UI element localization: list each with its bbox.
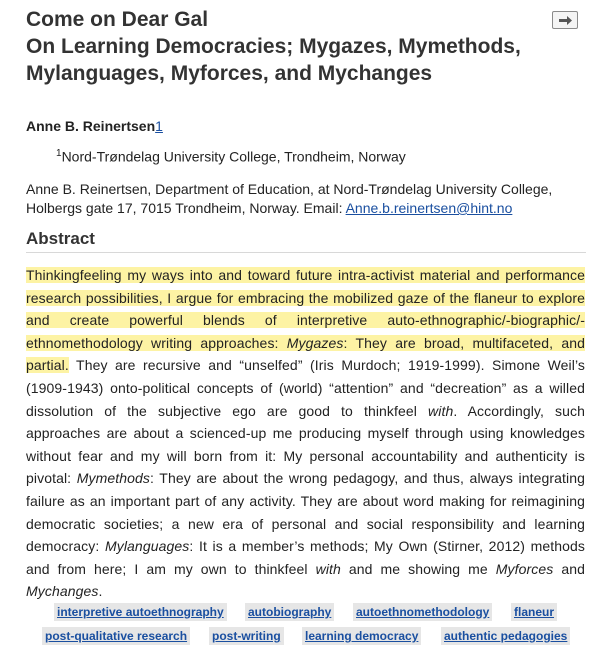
highlight-tail: : They are broad, multifaceted, and partial. — [26, 334, 585, 374]
affiliation-text: Nord-Trøndelag University College, Trondheim, Norway — [61, 148, 406, 165]
term-mygazes: Mygazes — [286, 334, 344, 351]
correspondence-address — [26, 180, 581, 218]
abstract-part: . — [98, 583, 103, 600]
export-button[interactable] — [552, 11, 578, 29]
term-mychanges: Mychanges — [26, 583, 99, 600]
abstract-part: . Accordingly, such approaches are about a scienced-up me producing myself through using knowledges without fear and my will born from it: My personal accountability and authenticity is pivotal: — [26, 402, 585, 487]
abstract-part: and me showing me — [340, 560, 496, 577]
affiliation-mark: 1 — [56, 148, 62, 159]
keyword-tag[interactable]: learning democracy — [302, 627, 421, 645]
title-subtitle: On Learning Democracies; Mygazes, Mymethods, Mylanguages, Myforces, and Mychanges — [26, 35, 521, 85]
keyword-tag[interactable]: authentic pedagogies — [441, 627, 570, 645]
keyword-tag[interactable]: autobiography — [245, 603, 334, 621]
keyword-tag[interactable]: flaneur — [511, 603, 557, 621]
affiliation — [56, 148, 406, 165]
email-link[interactable]: Anne.b.reinertsen@hint.no — [345, 200, 513, 216]
article-title — [26, 6, 546, 87]
highlight-text: Thinkingfeeling my ways into and toward future intra-activist material and performance research possibilities, I argue for embracing the mobilized gaze of the flaneur to explore and create powerful blends of interpretive auto-ethnographic/-biographic/-ethnomethodology writing approaches: — [26, 267, 585, 351]
keyword-tag[interactable]: post-qualitative research — [42, 627, 190, 645]
arrow-export-icon — [559, 16, 573, 25]
author-name: Anne B. Reinertsen — [26, 118, 156, 134]
title-main: Come on Dear Gal — [26, 8, 209, 31]
abstract-part: They are recursive and “unselfed” (Iris Murdoch; 1919-1999). Simone Weil’s (1909-1943) onto-political concepts of (world) “attention” and “decreation” as a willed dissolution of the subjective ego are good to thinkfeel — [26, 357, 585, 419]
abstract-heading: Abstract — [26, 229, 586, 253]
keyword-tag[interactable]: interpretive autoethnography — [54, 603, 227, 621]
author-affiliation-link[interactable]: 1 — [155, 118, 163, 134]
keyword-tag[interactable]: post-writing — [209, 627, 284, 645]
abstract-part: : It is a member’s methods; My Own (Stirner, 2012) methods and from here; I am my own to thinkfeel — [26, 538, 585, 577]
term-myforces: Myforces — [495, 560, 554, 577]
keyword-tag[interactable]: autoethnomethodology — [353, 603, 492, 621]
term-with: with — [428, 402, 454, 419]
address-text: Anne B. Reinertsen, Department of Education, at Nord-Trøndelag University College, Holbergs gate 17, 7015 Trondheim, Norway. Email: — [26, 181, 553, 216]
keyword-row-1 — [0, 603, 600, 623]
abstract-part: : They are about the wrong pedagogy, and thus, always integrating failure as an important part of any activity. They are about word making for reimagining democratic societies; a new era of personal and social responsibility and learning democracy: — [26, 470, 585, 555]
author-line — [26, 118, 163, 134]
term-mylanguages: Mylanguages — [104, 538, 190, 555]
abstract-text — [26, 264, 585, 603]
abstract-part: and — [553, 560, 586, 577]
term-with: with — [315, 560, 341, 577]
term-mymethods: Mymethods — [76, 470, 150, 487]
keyword-row-2 — [0, 627, 600, 647]
